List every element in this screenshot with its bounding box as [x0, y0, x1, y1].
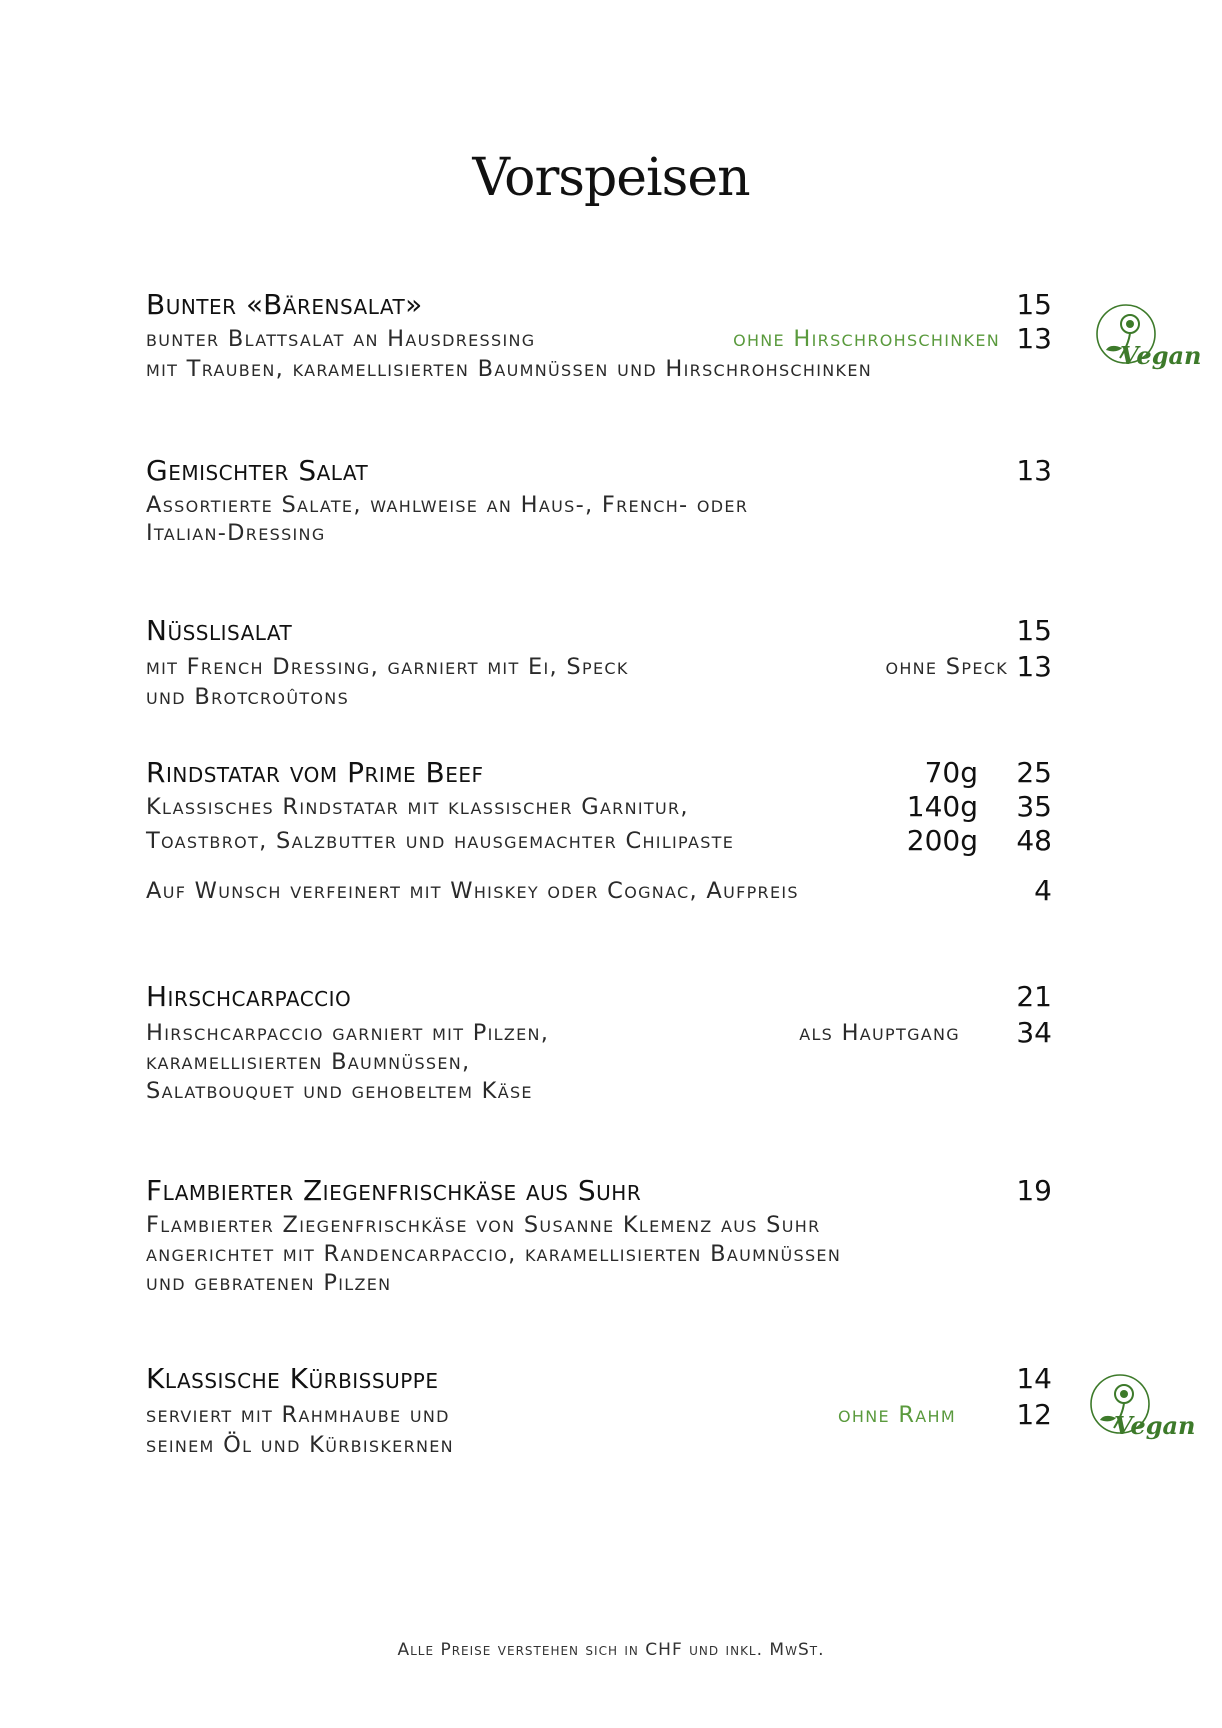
item-option-price: 34: [1016, 1016, 1052, 1049]
item-desc-line: Klassisches Rindstatar mit klassischer Garnitur,: [146, 794, 689, 820]
item-name: Rindstatar vom Prime Beef: [146, 756, 484, 789]
price-footer-note: Alle Preise verstehen sich in CHF und inkl. MwSt.: [397, 1640, 825, 1660]
item-desc-line: angerichtet mit Randencarpaccio, karamellisierten Baumnüssen: [146, 1241, 842, 1267]
item-size-price: 35: [1016, 790, 1052, 823]
item-desc-line: karamellisierten Baumnüssen,: [146, 1049, 471, 1075]
item-price: 15: [1016, 614, 1052, 647]
item-extra-price: 4: [1034, 874, 1052, 907]
menu-item-baerensalat: [146, 288, 1052, 382]
item-desc-line: Assortierte Salate, wahlweise an Haus-, French- oder: [146, 492, 749, 518]
menu-item-kuerbissuppe: [146, 1362, 1052, 1458]
vegan-badge-text: Vegan: [1120, 341, 1202, 370]
item-option: als Hauptgang: [799, 1020, 960, 1046]
vegan-badge-icon: [1086, 1372, 1196, 1448]
item-size-price: 25: [1016, 756, 1052, 789]
item-name: Gemischter Salat: [146, 454, 369, 487]
item-price: 13: [1016, 454, 1052, 487]
vegan-badge-text: Vegan: [1114, 1411, 1196, 1440]
item-name: Klassische Kürbissuppe: [146, 1362, 439, 1395]
item-desc-line: Salatbouquet und gehobeltem Käse: [146, 1078, 533, 1104]
item-size-price: 48: [1016, 824, 1052, 857]
menu-item-rindstatar: [146, 756, 1052, 906]
item-name: Hirschcarpaccio: [146, 980, 352, 1013]
item-option-price: 13: [1016, 322, 1052, 355]
menu-item-gemischter-salat: [146, 454, 1052, 546]
item-desc-line: bunter Blattsalat an Hausdressing: [146, 326, 536, 352]
item-desc-line: und Brotcroûtons: [146, 684, 350, 710]
item-size-weight: 70g: [924, 756, 978, 789]
item-desc-line: mit Trauben, karamellisierten Baumnüssen und Hirschrohschinken: [146, 356, 872, 382]
item-desc-line: Flambierter Ziegenfrischkäse von Susanne Klemenz aus Suhr: [146, 1212, 821, 1238]
item-option: ohne Speck: [885, 654, 1008, 680]
item-size-weight: 200g: [906, 824, 978, 857]
vegan-badge-icon: [1092, 302, 1202, 378]
item-price: 14: [1016, 1362, 1052, 1395]
item-desc-line: Hirschcarpaccio garniert mit Pilzen,: [146, 1020, 550, 1046]
item-option-price: 13: [1016, 650, 1052, 683]
item-option: ohne Rahm: [838, 1402, 956, 1428]
item-name: Nüsslisalat: [146, 614, 293, 647]
item-size-weight: 140g: [906, 790, 978, 823]
item-price: 19: [1016, 1174, 1052, 1207]
page-title: Vorspeisen: [472, 148, 750, 208]
item-price: 21: [1016, 980, 1052, 1013]
item-option-price: 12: [1016, 1398, 1052, 1431]
item-desc-line: serviert mit Rahmhaube und: [146, 1402, 450, 1428]
item-desc-line: Toastbrot, Salzbutter und hausgemachter Chilipaste: [146, 828, 735, 854]
item-price: 15: [1016, 288, 1052, 321]
item-name: Bunter «Bärensalat»: [146, 288, 423, 321]
item-option: ohne Hirschrohschinken: [733, 326, 1000, 352]
item-name: Flambierter Ziegenfrischkäse aus Suhr: [146, 1174, 642, 1207]
item-desc-line: mit French Dressing, garniert mit Ei, Speck: [146, 654, 629, 680]
item-extra: Auf Wunsch verfeinert mit Whiskey oder Cognac, Aufpreis: [146, 878, 799, 904]
item-desc-line: seinem Öl und Kürbiskernen: [146, 1432, 454, 1458]
menu-item-ziegenfrischkaese: [146, 1174, 1052, 1296]
item-desc-line: und gebratenen Pilzen: [146, 1270, 392, 1296]
menu-item-nuesslisalat: [146, 614, 1052, 710]
menu-item-hirschcarpaccio: [146, 980, 1052, 1104]
item-desc-line: Italian-Dressing: [146, 520, 326, 546]
